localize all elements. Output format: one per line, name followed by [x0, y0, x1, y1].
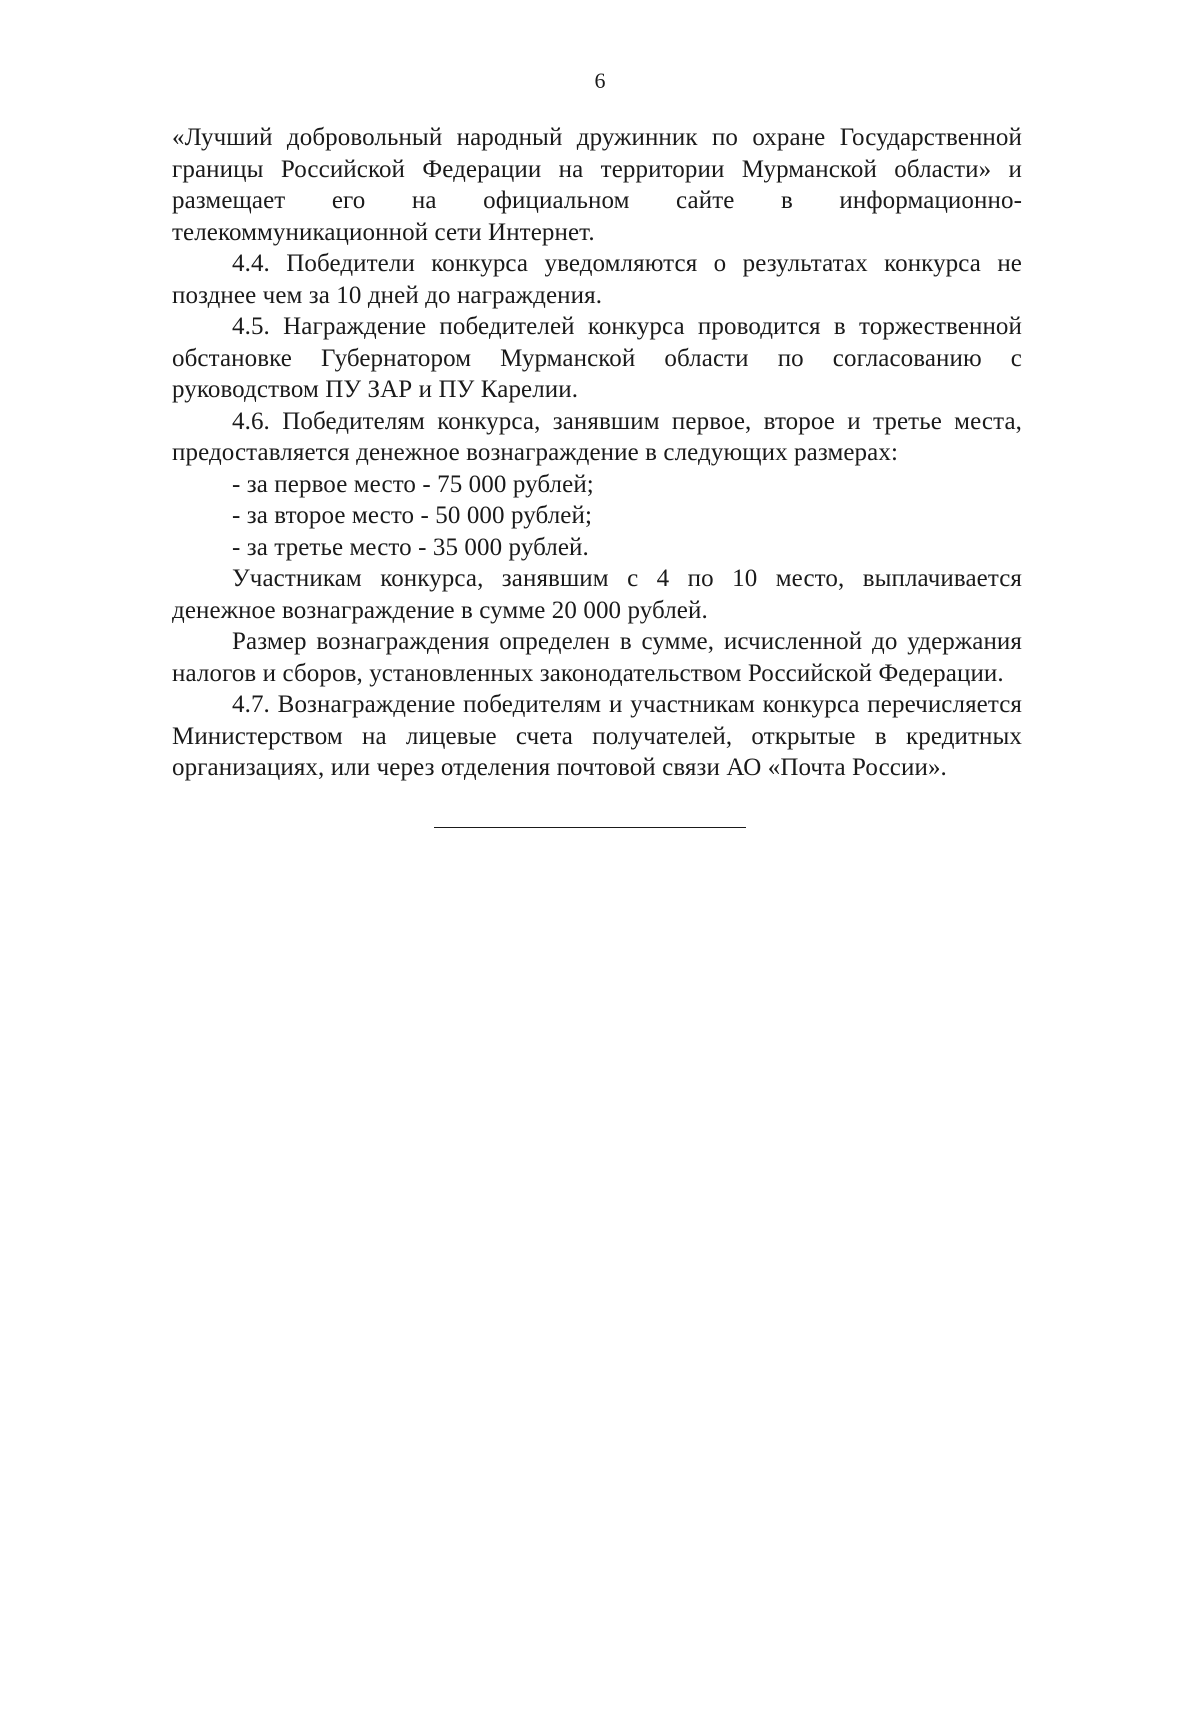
prize-second-place: - за второе место - 50 000 рублей;	[232, 502, 593, 529]
paragraph-intro: «Лучший добровольный народный дружинник по охране Государственной границы Российской Федерации на территории Мурманской области» и размещает его на официальном сайте в информационно-телекоммуникационной сети Интернет.	[172, 124, 1022, 246]
page-number: 6	[594, 68, 606, 93]
prize-third-place: - за третье место - 35 000 рублей.	[232, 533, 589, 561]
paragraph-participants: Участникам конкурса, занявшим с 4 по 10 место, выплачивается денежное вознаграждение в сумме 20 000 рублей.	[172, 565, 1022, 624]
paragraph-4-4: 4.4. Победители конкурса уведомляются о результатах конкурса не позднее чем за 10 дней до награждения.	[172, 250, 1022, 309]
document-body	[172, 122, 1022, 784]
paragraph-4-5: 4.5. Награждение победителей конкурса проводится в торжественной обстановке Губернатором Мурманской области по согласованию с руководством ПУ ЗАР и ПУ Карелии.	[172, 313, 1022, 403]
end-of-document-line	[434, 827, 746, 828]
prize-first-place: - за первое место - 75 000 рублей;	[232, 470, 594, 498]
paragraph-4-6: 4.6. Победителям конкурса, занявшим первое, второе и третье места, предоставляется денежное вознаграждение в следующих размерах:	[172, 407, 1022, 466]
paragraph-taxes: Размер вознаграждения определен в сумме, исчисленной до удержания налогов и сборов, установленных законодательством Российской Федерации.	[172, 628, 1022, 687]
paragraph-4-7: 4.7. Вознаграждение победителям и участникам конкурса перечисляется Министерством на лицевые счета получателей, открытые в кредитных организациях, или через отделения почтовой связи АО «Почта России».	[172, 691, 1022, 781]
